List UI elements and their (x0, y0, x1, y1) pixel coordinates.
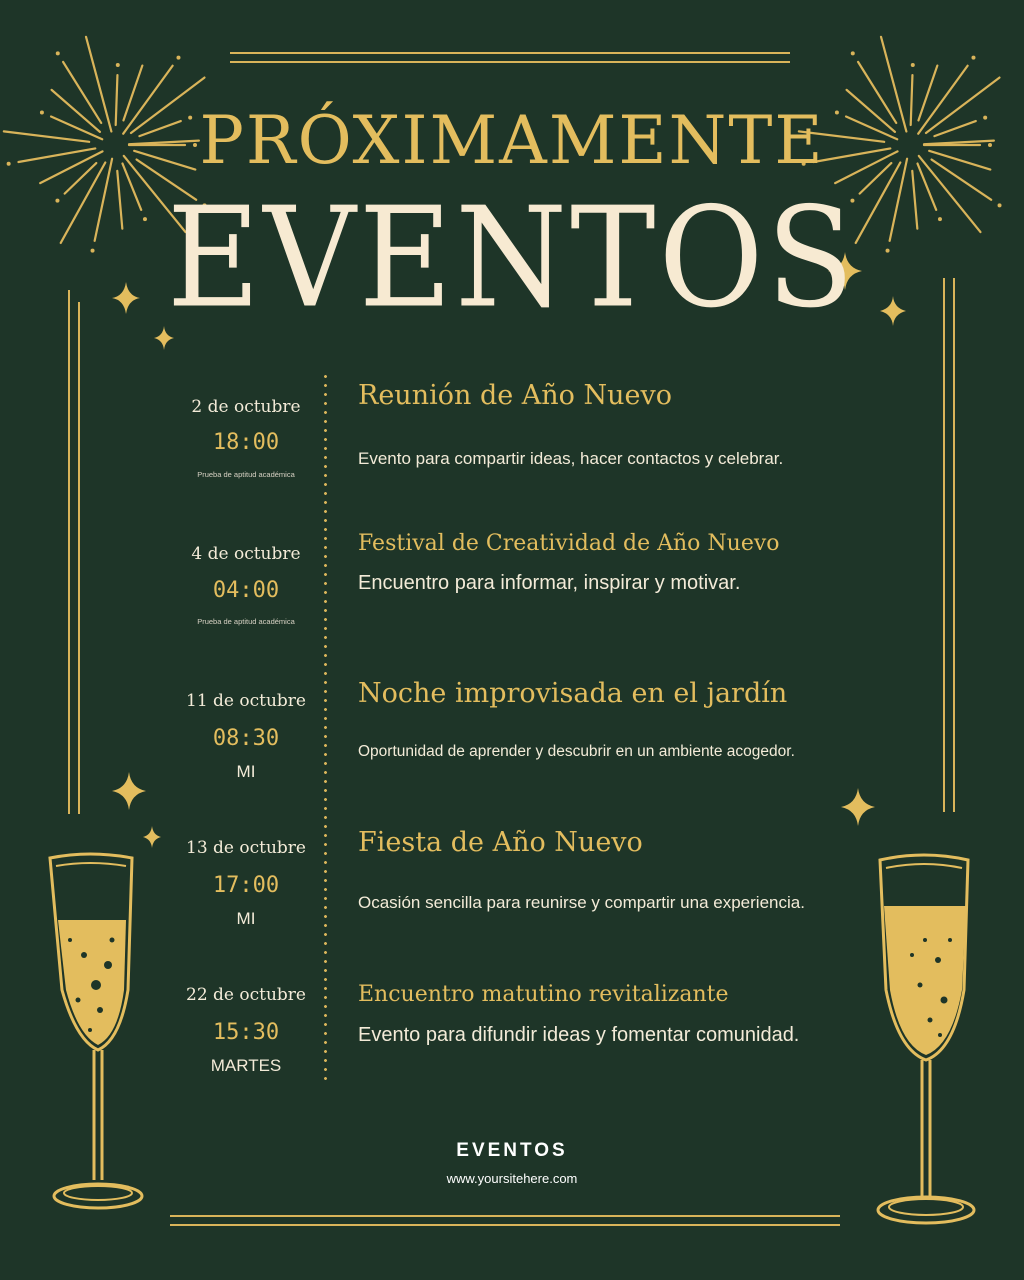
event-title: Festival de Creatividad de Año Nuevo (358, 531, 780, 556)
event-time: 17:00 (212, 873, 280, 898)
event-description: Ocasión sencilla para reunirse y compartir una experiencia. (358, 893, 805, 912)
sparkle-icon (143, 826, 161, 848)
event-date: 4 de octubre (191, 544, 301, 564)
footer-title: EVENTOS (456, 1140, 568, 1161)
sparkle-icon (112, 772, 146, 810)
event-note: MARTES (210, 1056, 282, 1075)
event-note: MI (236, 909, 256, 928)
event-description: Oportunidad de aprender y descubrir en un ambiente acogedor. (358, 743, 795, 760)
event-time: 08:30 (212, 726, 280, 751)
event-time: 15:30 (212, 1020, 280, 1045)
event-title: Noche improvisada en el jardín (358, 678, 788, 709)
event-title: Encuentro matutino revitalizante (358, 982, 729, 1007)
event-title: Reunión de Año Nuevo (358, 380, 673, 411)
event-time: 18:00 (212, 430, 280, 455)
event-date: 22 de octubre (186, 985, 306, 1005)
footer-website-link[interactable]: www.yoursitehere.com (446, 1171, 578, 1186)
event-description: Encuentro para informar, inspirar y motivar. (358, 572, 741, 594)
event-note: Prueba de aptitud académica (197, 617, 295, 626)
event-date: 11 de octubre (186, 691, 306, 711)
event-description: Evento para difundir ideas y fomentar comunidad. (358, 1024, 800, 1046)
heading-title: EVENTOS (166, 178, 858, 339)
event-description: Evento para compartir ideas, hacer contactos y celebrar. (358, 449, 784, 468)
event-time: 04:00 (212, 578, 280, 603)
event-note: MI (236, 762, 256, 781)
event-title: Fiesta de Año Nuevo (358, 827, 643, 858)
event-note: Prueba de aptitud académica (197, 470, 295, 479)
sparkle-icon (841, 788, 875, 826)
heading-kicker: PRÓXIMAMENTE (199, 102, 825, 179)
event-date: 13 de octubre (186, 838, 306, 858)
event-date: 2 de octubre (191, 397, 301, 417)
